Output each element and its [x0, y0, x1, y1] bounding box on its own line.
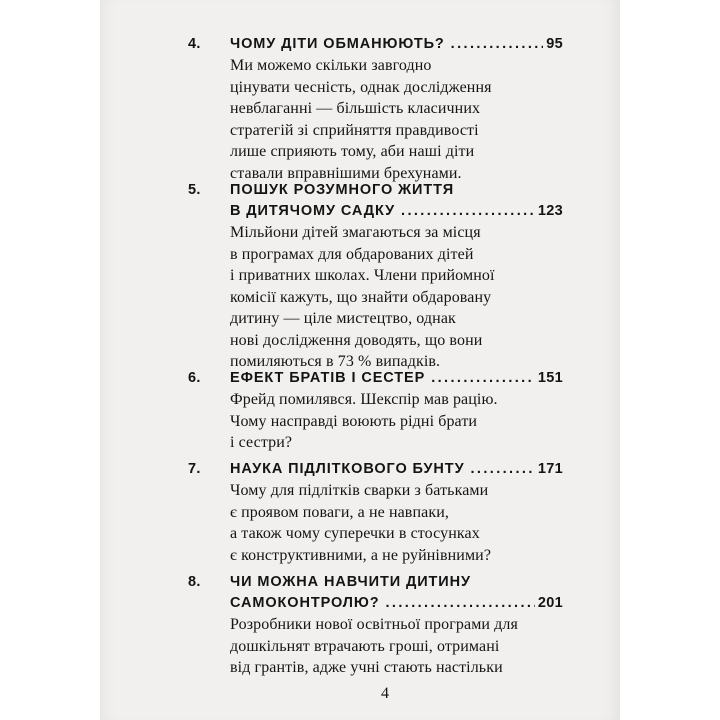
description-line: стратегій зі сприйняття правдивості — [230, 121, 479, 139]
entry-title: ЧИ МОЖНА НАВЧИТИ ДИТИНУ — [230, 574, 471, 590]
entry-page-number: 171 — [537, 461, 563, 477]
description-line: і сестри? — [230, 434, 293, 451]
leader-dots — [451, 34, 544, 54]
description-line: нові дослідження доводять, що вони — [230, 331, 483, 349]
page-folio-number: 4 — [381, 685, 389, 702]
entry-title-line — [230, 459, 563, 479]
description-line: Фрейд помилявся. Шекспір мав рацію. — [230, 391, 498, 408]
description-line: комісії кажуть, що знайти обдаровану — [230, 288, 492, 306]
entry-number: 8. — [188, 574, 201, 590]
description-line: і приватних школах. Члени прийомної — [230, 267, 495, 284]
entry-title: САМОКОНТРОЛЮ? — [230, 595, 380, 611]
leader-dots — [431, 368, 535, 388]
description-line: лише сприяють тому, аби наші діти — [230, 143, 475, 160]
description-line: дошкільнят втрачають гроші, отримані — [230, 637, 500, 655]
leader-dots — [385, 593, 534, 613]
description-line: ставали вправнішими брехунами. — [230, 164, 462, 182]
description-line: Чому для підлітків сварки з батьками — [230, 482, 489, 499]
description-line: Ми можемо скільки завгодно — [230, 57, 432, 74]
entry-number: 4. — [188, 36, 201, 52]
description-line: невблаганні — більшість класичних — [230, 100, 481, 117]
entry-page-number: 201 — [537, 595, 563, 611]
description-line: Розробники нової освітньої програми для — [230, 616, 518, 633]
description-line: від грантів, адже учні стають настільки — [230, 659, 503, 676]
entry-description — [230, 222, 570, 373]
entry-title: НАУКА ПІДЛІТКОВОГО БУНТУ — [230, 461, 465, 477]
entry-number: 7. — [188, 461, 201, 477]
description-line: в програмах для обдарованих дітей — [230, 245, 474, 263]
entry-title-line — [230, 593, 563, 613]
description-line: Чому насправді воюють рідні брати — [230, 412, 478, 430]
entry-title-line — [230, 368, 563, 388]
entry-number: 5. — [188, 182, 201, 198]
entry-number: 6. — [188, 370, 201, 386]
entry-title-line — [230, 34, 563, 54]
entry-page-number: 151 — [537, 370, 563, 386]
entry-description — [230, 614, 570, 679]
entry-title: В ДИТЯЧОМУ САДКУ — [230, 203, 396, 219]
entry-page-number: 95 — [546, 36, 563, 52]
description-line: а також чому суперечки в стосунках — [230, 525, 480, 542]
entry-description — [230, 480, 570, 566]
description-line: цінувати чесність, однак дослідження — [230, 78, 492, 96]
entry-description — [230, 389, 570, 454]
entry-title-line — [230, 201, 563, 221]
description-line: помиляються в 73 % випадків. — [230, 353, 441, 370]
entry-title: ПОШУК РОЗУМНОГО ЖИТТЯ — [230, 182, 455, 198]
description-line: дитину — ціле мистецтво, однак — [230, 310, 456, 327]
book-page — [100, 0, 620, 720]
description-line: є проявом поваги, а не навпаки, — [230, 503, 449, 521]
description-line: є конструктивними, а не руйнівними? — [230, 546, 492, 564]
entry-title-line — [230, 180, 454, 200]
entry-title: ЕФЕКТ БРАТІВ І СЕСТЕР — [230, 370, 426, 386]
description-line: Мільйони дітей змагаються за місця — [230, 224, 481, 241]
leader-dots — [470, 459, 534, 479]
entry-title-line — [230, 572, 471, 592]
leader-dots — [401, 201, 535, 221]
entry-page-number: 123 — [537, 203, 563, 219]
entry-title: ЧОМУ ДІТИ ОБМАНЮЮТЬ? — [230, 36, 445, 52]
entry-description — [230, 55, 570, 184]
